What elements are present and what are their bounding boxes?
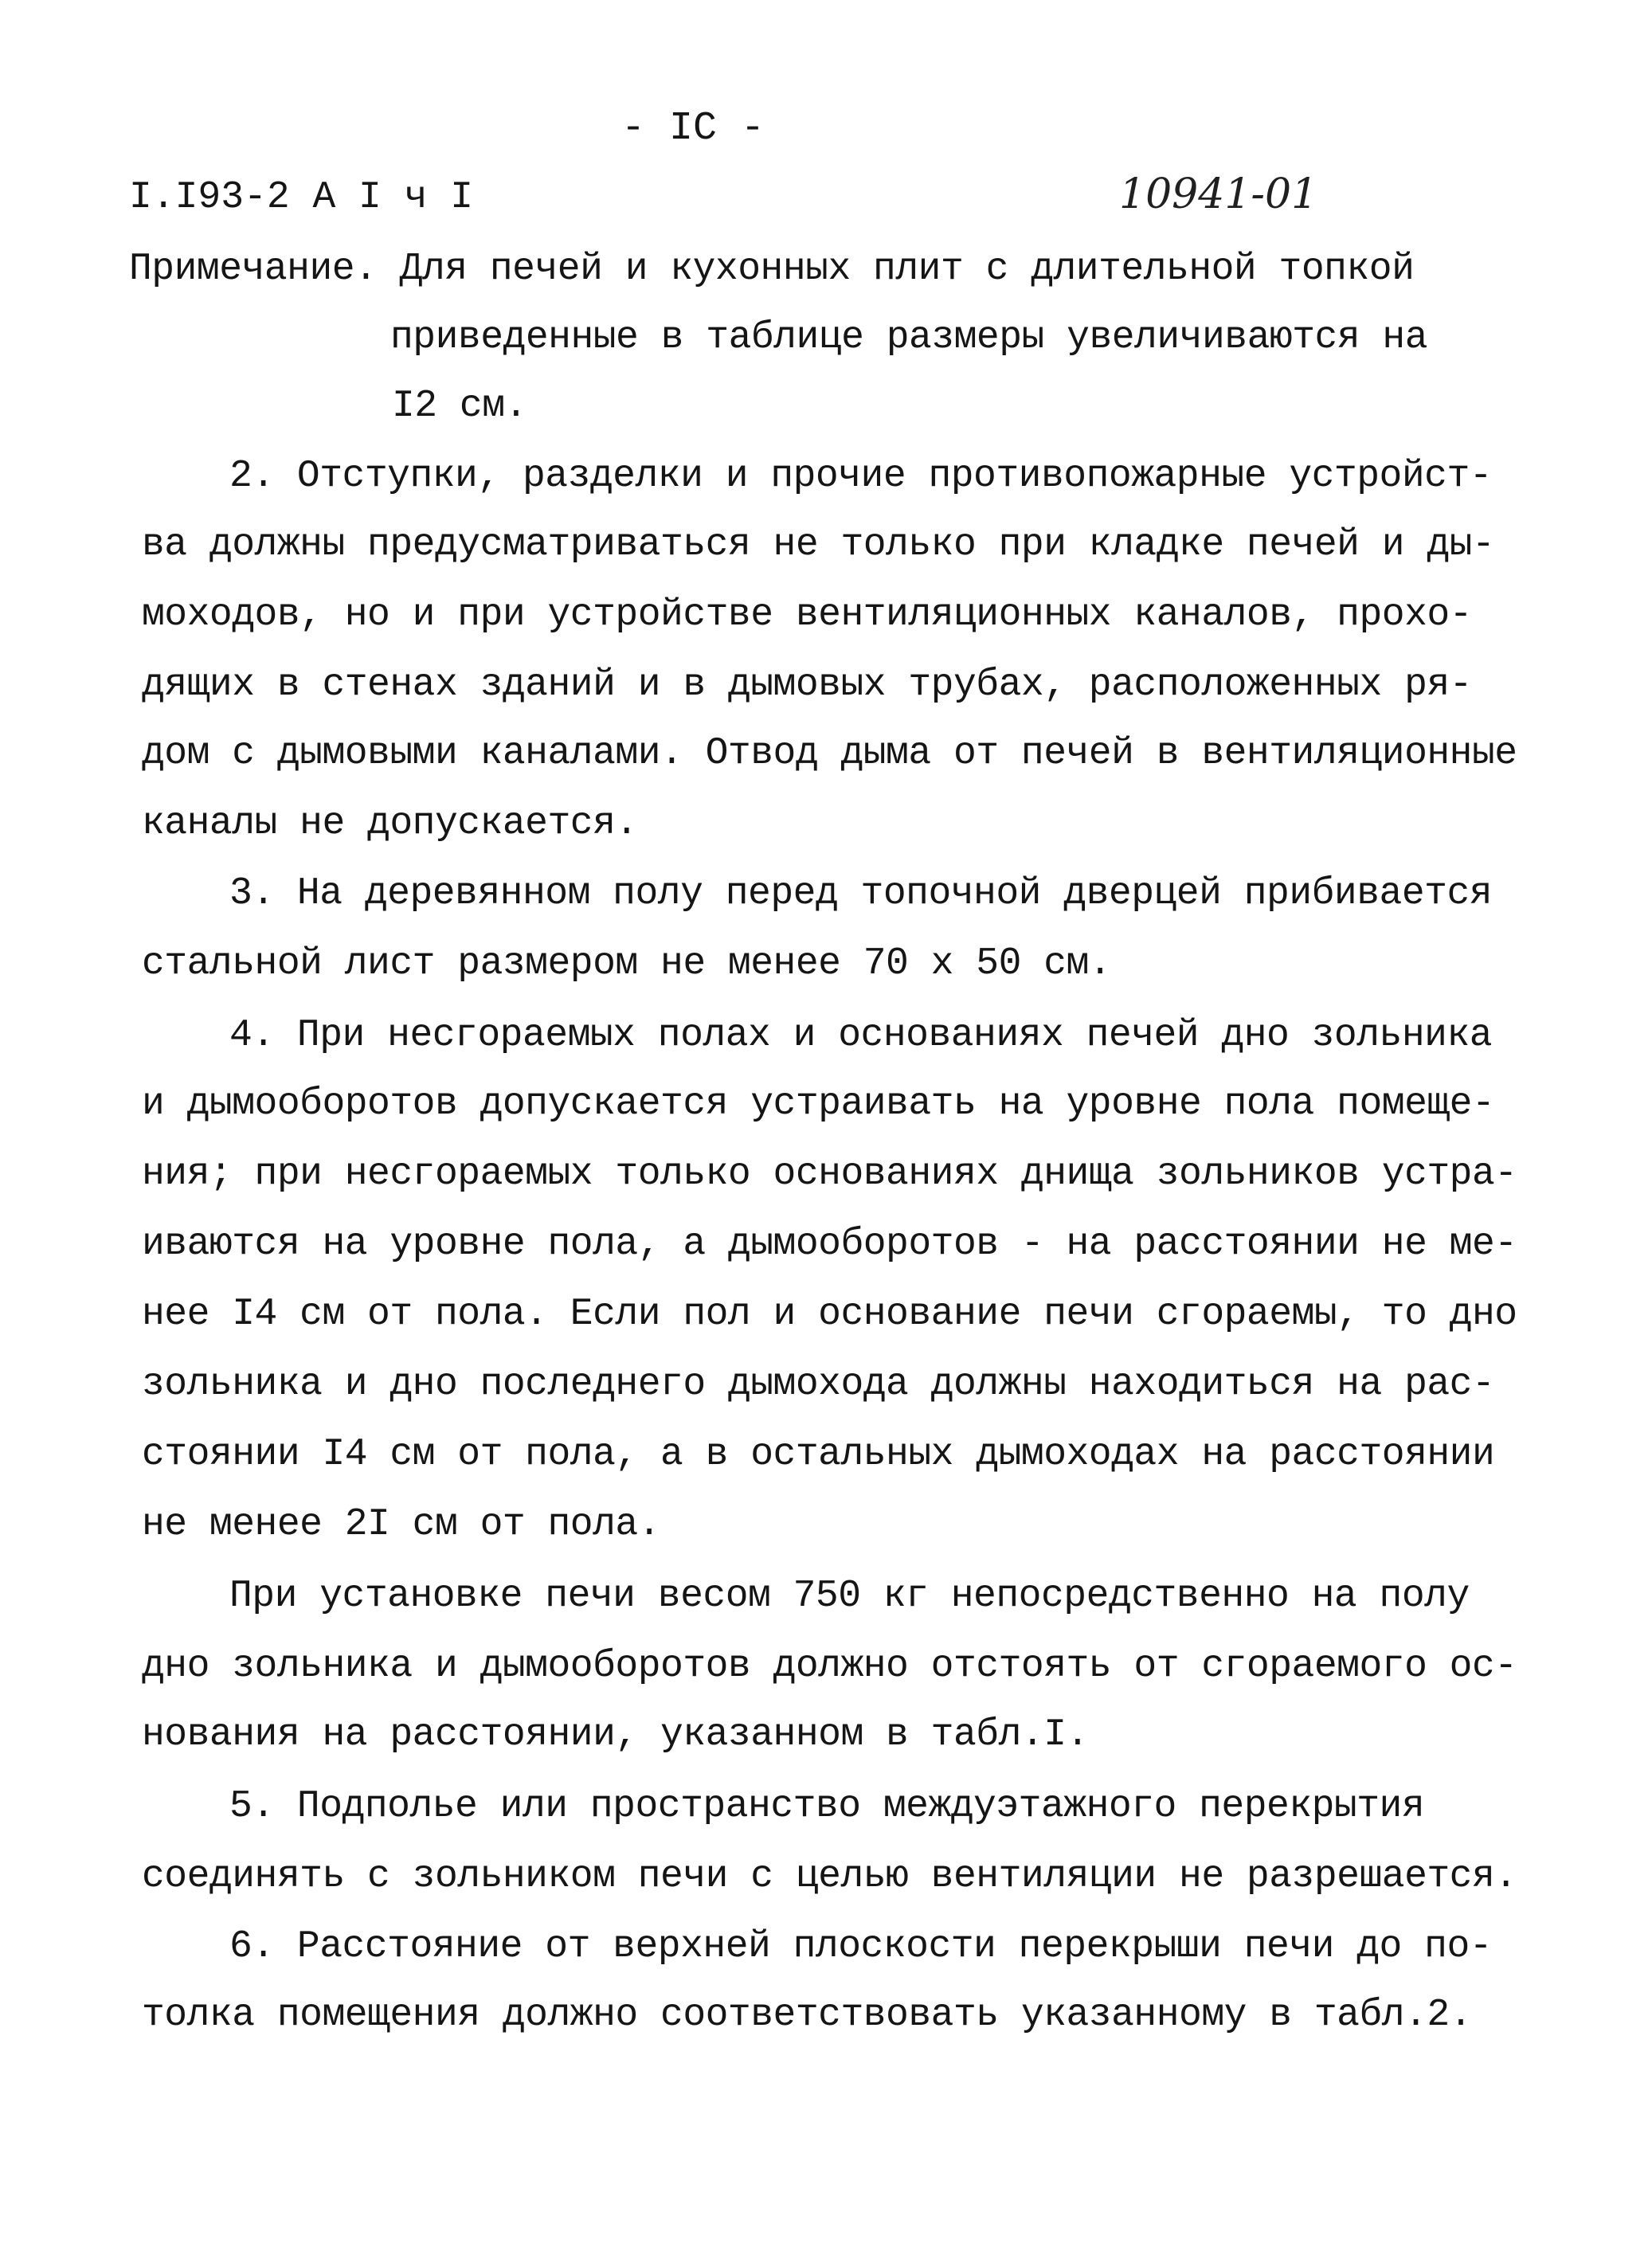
paragraph-line: 2. Отступки, разделки и прочие противопожарные устройст- bbox=[229, 455, 1493, 498]
paragraph-line: дно зольника и дымооборотов должно отстоять от сгораемого ос- bbox=[142, 1645, 1517, 1688]
paragraph-line: зольника и дно последнего дымохода должны находиться на рас- bbox=[142, 1363, 1495, 1406]
paragraph-line: нее I4 см от пола. Если пол и основание печи сгораемы, то дно bbox=[142, 1293, 1517, 1336]
paragraph-line: дящих в стенах зданий и в дымовых трубах, расположенных ря- bbox=[142, 664, 1472, 707]
paragraph-line: нования на расстоянии, указанном в табл.I. bbox=[142, 1713, 1089, 1756]
page-number: - IC - bbox=[621, 106, 765, 151]
note-line-3: I2 см. bbox=[392, 385, 527, 428]
paragraph-line: моходов, но и при устройстве вентиляционных каналов, прохо- bbox=[142, 593, 1472, 636]
paragraph-line: стоянии I4 см от пола, а в остальных дымоходах на расстоянии bbox=[142, 1433, 1495, 1476]
paragraph-line: толка помещения должно соответствовать указанному в табл.2. bbox=[142, 1994, 1472, 2037]
note-line-2: приведенные в таблице размеры увеличиваются на bbox=[390, 316, 1428, 359]
paragraph-line: иваются на уровне пола, а дымооборотов - на расстоянии не ме- bbox=[142, 1223, 1517, 1266]
paragraph-line: 3. На деревянном полу перед топочной дверцей прибивается bbox=[229, 872, 1493, 915]
paragraph-line: соединять с зольником печи с целью вентиляции не разрешается. bbox=[142, 1855, 1517, 1898]
paragraph-line: дом с дымовыми каналами. Отвод дыма от печей в вентиляционные bbox=[142, 732, 1517, 775]
paragraph-line: 4. При несгораемых полах и основаниях печей дно зольника bbox=[229, 1014, 1493, 1057]
paragraph-line: 6. Расстояние от верхней плоскости перекрыши печи до по- bbox=[229, 1925, 1493, 1968]
document-code: I.I93-2 А I ч I bbox=[129, 176, 474, 219]
paragraph-line: 5. Подполье или пространство междуэтажного перекрытия bbox=[229, 1785, 1425, 1828]
inventory-number: 10941-01 bbox=[1119, 170, 1318, 218]
paragraph-line: При установке печи весом 750 кг непосредственно на полу bbox=[229, 1575, 1470, 1618]
paragraph-line: не менее 2I см от пола. bbox=[142, 1503, 661, 1546]
paragraph-line: ния; при несгораемых только основаниях днища зольников устра- bbox=[142, 1153, 1517, 1196]
note-line-1: Примечание. Для печей и кухонных плит с длительной топкой bbox=[129, 248, 1415, 291]
paragraph-line: стальной лист размером не менее 70 x 50 см. bbox=[142, 942, 1112, 985]
paragraph-line: и дымооборотов допускается устраивать на уровне пола помеще- bbox=[142, 1082, 1495, 1126]
paragraph-line: каналы не допускается. bbox=[142, 802, 638, 845]
paragraph-line: ва должны предусматриваться не только при кладке печей и ды- bbox=[142, 523, 1495, 566]
